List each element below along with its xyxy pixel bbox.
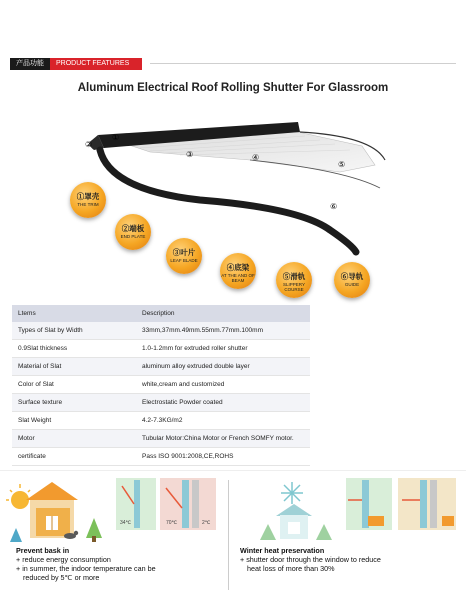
badge-trim (70, 182, 106, 218)
table-row (12, 340, 310, 358)
badge-slippery-course-en: SLIPPERY COURSE (283, 282, 305, 292)
table-row (12, 430, 310, 448)
badge-trim-en: THE TRIM (77, 202, 99, 207)
summer-line-1: + reduce energy consumption (16, 555, 111, 564)
badge-end-beam (220, 253, 256, 289)
diagram-number-4: ④ (252, 153, 260, 162)
summer-line-2: + in summer, the indoor temperature can be (16, 564, 156, 573)
window-panel-2 (160, 478, 216, 530)
winter-window-panel-1 (346, 478, 392, 530)
spec-value: 4.2-7.3KG/m2 (136, 412, 310, 430)
tree-icon (86, 518, 102, 542)
table-row (12, 448, 310, 466)
badge-guide-cn: ⑥导轨 (340, 272, 364, 281)
badge-end-plate (115, 214, 151, 250)
spec-value: Pass ISO 9001:2008,CE,ROHS (136, 448, 310, 466)
badge-slippery-course (276, 262, 312, 298)
spec-label: Types of Slat by Width (12, 322, 136, 340)
heater-icon-2 (442, 516, 454, 526)
summer-line-3: reduced by 5℃ or more (23, 573, 100, 582)
house-icon (26, 482, 78, 538)
summer-title: Prevent bask in (16, 546, 70, 555)
badge-leaf-blade-cn: ③叶片 (172, 248, 196, 257)
winter-caption (240, 546, 462, 573)
spec-label: Color of Slat (12, 376, 136, 394)
section-header (10, 58, 142, 70)
panel-separator (228, 480, 229, 590)
header-divider (150, 63, 456, 64)
specs-table (12, 305, 310, 466)
badge-end-beam-cn: ④底梁 (226, 263, 250, 272)
badge-trim-cn: ①罩壳 (76, 192, 100, 201)
table-row (12, 394, 310, 412)
badge-leaf-blade (166, 238, 202, 274)
winter-tree-icon (260, 524, 276, 540)
badge-end-beam-en: AT THE AND OF BEAM (221, 273, 255, 283)
table-row (12, 412, 310, 430)
spec-value: Electrostatic Powder coated (136, 394, 310, 412)
diagram-number-2: ② (85, 140, 93, 149)
table-row (12, 322, 310, 340)
winter-title: Winter heat preservation (240, 546, 325, 555)
winter-tree-icon-2 (316, 524, 332, 540)
spec-value: 33mm,37mm.49mm.55mm.77mm.100mm (136, 322, 310, 340)
small-tree-icon (10, 528, 22, 542)
badge-guide-en: GUIDE (344, 282, 360, 287)
winter-illustration (236, 478, 460, 546)
diagram-number-1: ① (112, 133, 120, 142)
diagram-number-6: ⑥ (330, 202, 338, 211)
badge-end-plate-en: END PLATE (120, 234, 146, 239)
table-row (12, 376, 310, 394)
window-panel-1 (116, 478, 156, 530)
summer-temp-2: 70℃ (166, 520, 178, 526)
badge-end-plate-cn: ②端板 (121, 224, 145, 233)
specs-header-row (12, 305, 310, 322)
table-row (12, 358, 310, 376)
spec-value: Tubular Motor:China Motor or French SOMFY motor. (136, 430, 310, 448)
diagram-number-3: ③ (186, 150, 194, 159)
spec-label: Surface texture (12, 394, 136, 412)
winter-house-icon (276, 504, 312, 539)
spec-label: Motor (12, 430, 136, 448)
section-header-en: PRODUCT FEATURES (50, 58, 142, 70)
spec-label: 0.9Slat thickness (12, 340, 136, 358)
page-title: Aluminum Electrical Roof Rolling Shutter For Glassroom (77, 82, 389, 94)
diagram-number-5: ⑤ (338, 160, 346, 169)
summer-temp-1: 34℃ (120, 520, 132, 526)
spec-label: Material of Slat (12, 358, 136, 376)
summer-temp-3: 2℃ (202, 520, 211, 526)
specs-header-items: Ltems (12, 305, 136, 322)
badge-slippery-course-cn: ⑤滑轨 (282, 272, 306, 281)
specs-header-description: Description (136, 305, 310, 322)
badge-guide (334, 262, 370, 298)
spec-label: Slat Weight (12, 412, 136, 430)
spec-value: 1.0-1.2mm for extruded roller shutter (136, 340, 310, 358)
winter-line-2: heat loss of more than 30% (247, 564, 335, 573)
spec-label: certificate (12, 448, 136, 466)
badge-leaf-blade-en: LEAF BLADE (170, 258, 198, 263)
winter-line-1: + shutter door through the window to reduce (240, 555, 381, 564)
snowflake-icon (281, 482, 303, 504)
spec-value: aluminum alloy extruded double layer (136, 358, 310, 376)
winter-window-panel-2 (398, 478, 456, 530)
sun-icon (6, 484, 34, 509)
section-divider (0, 470, 466, 471)
spec-value: white,cream and customized (136, 376, 310, 394)
summer-caption (16, 546, 226, 582)
section-header-cn: 产品功能 (10, 58, 50, 70)
summer-illustration (6, 478, 222, 546)
heater-icon (368, 516, 384, 526)
